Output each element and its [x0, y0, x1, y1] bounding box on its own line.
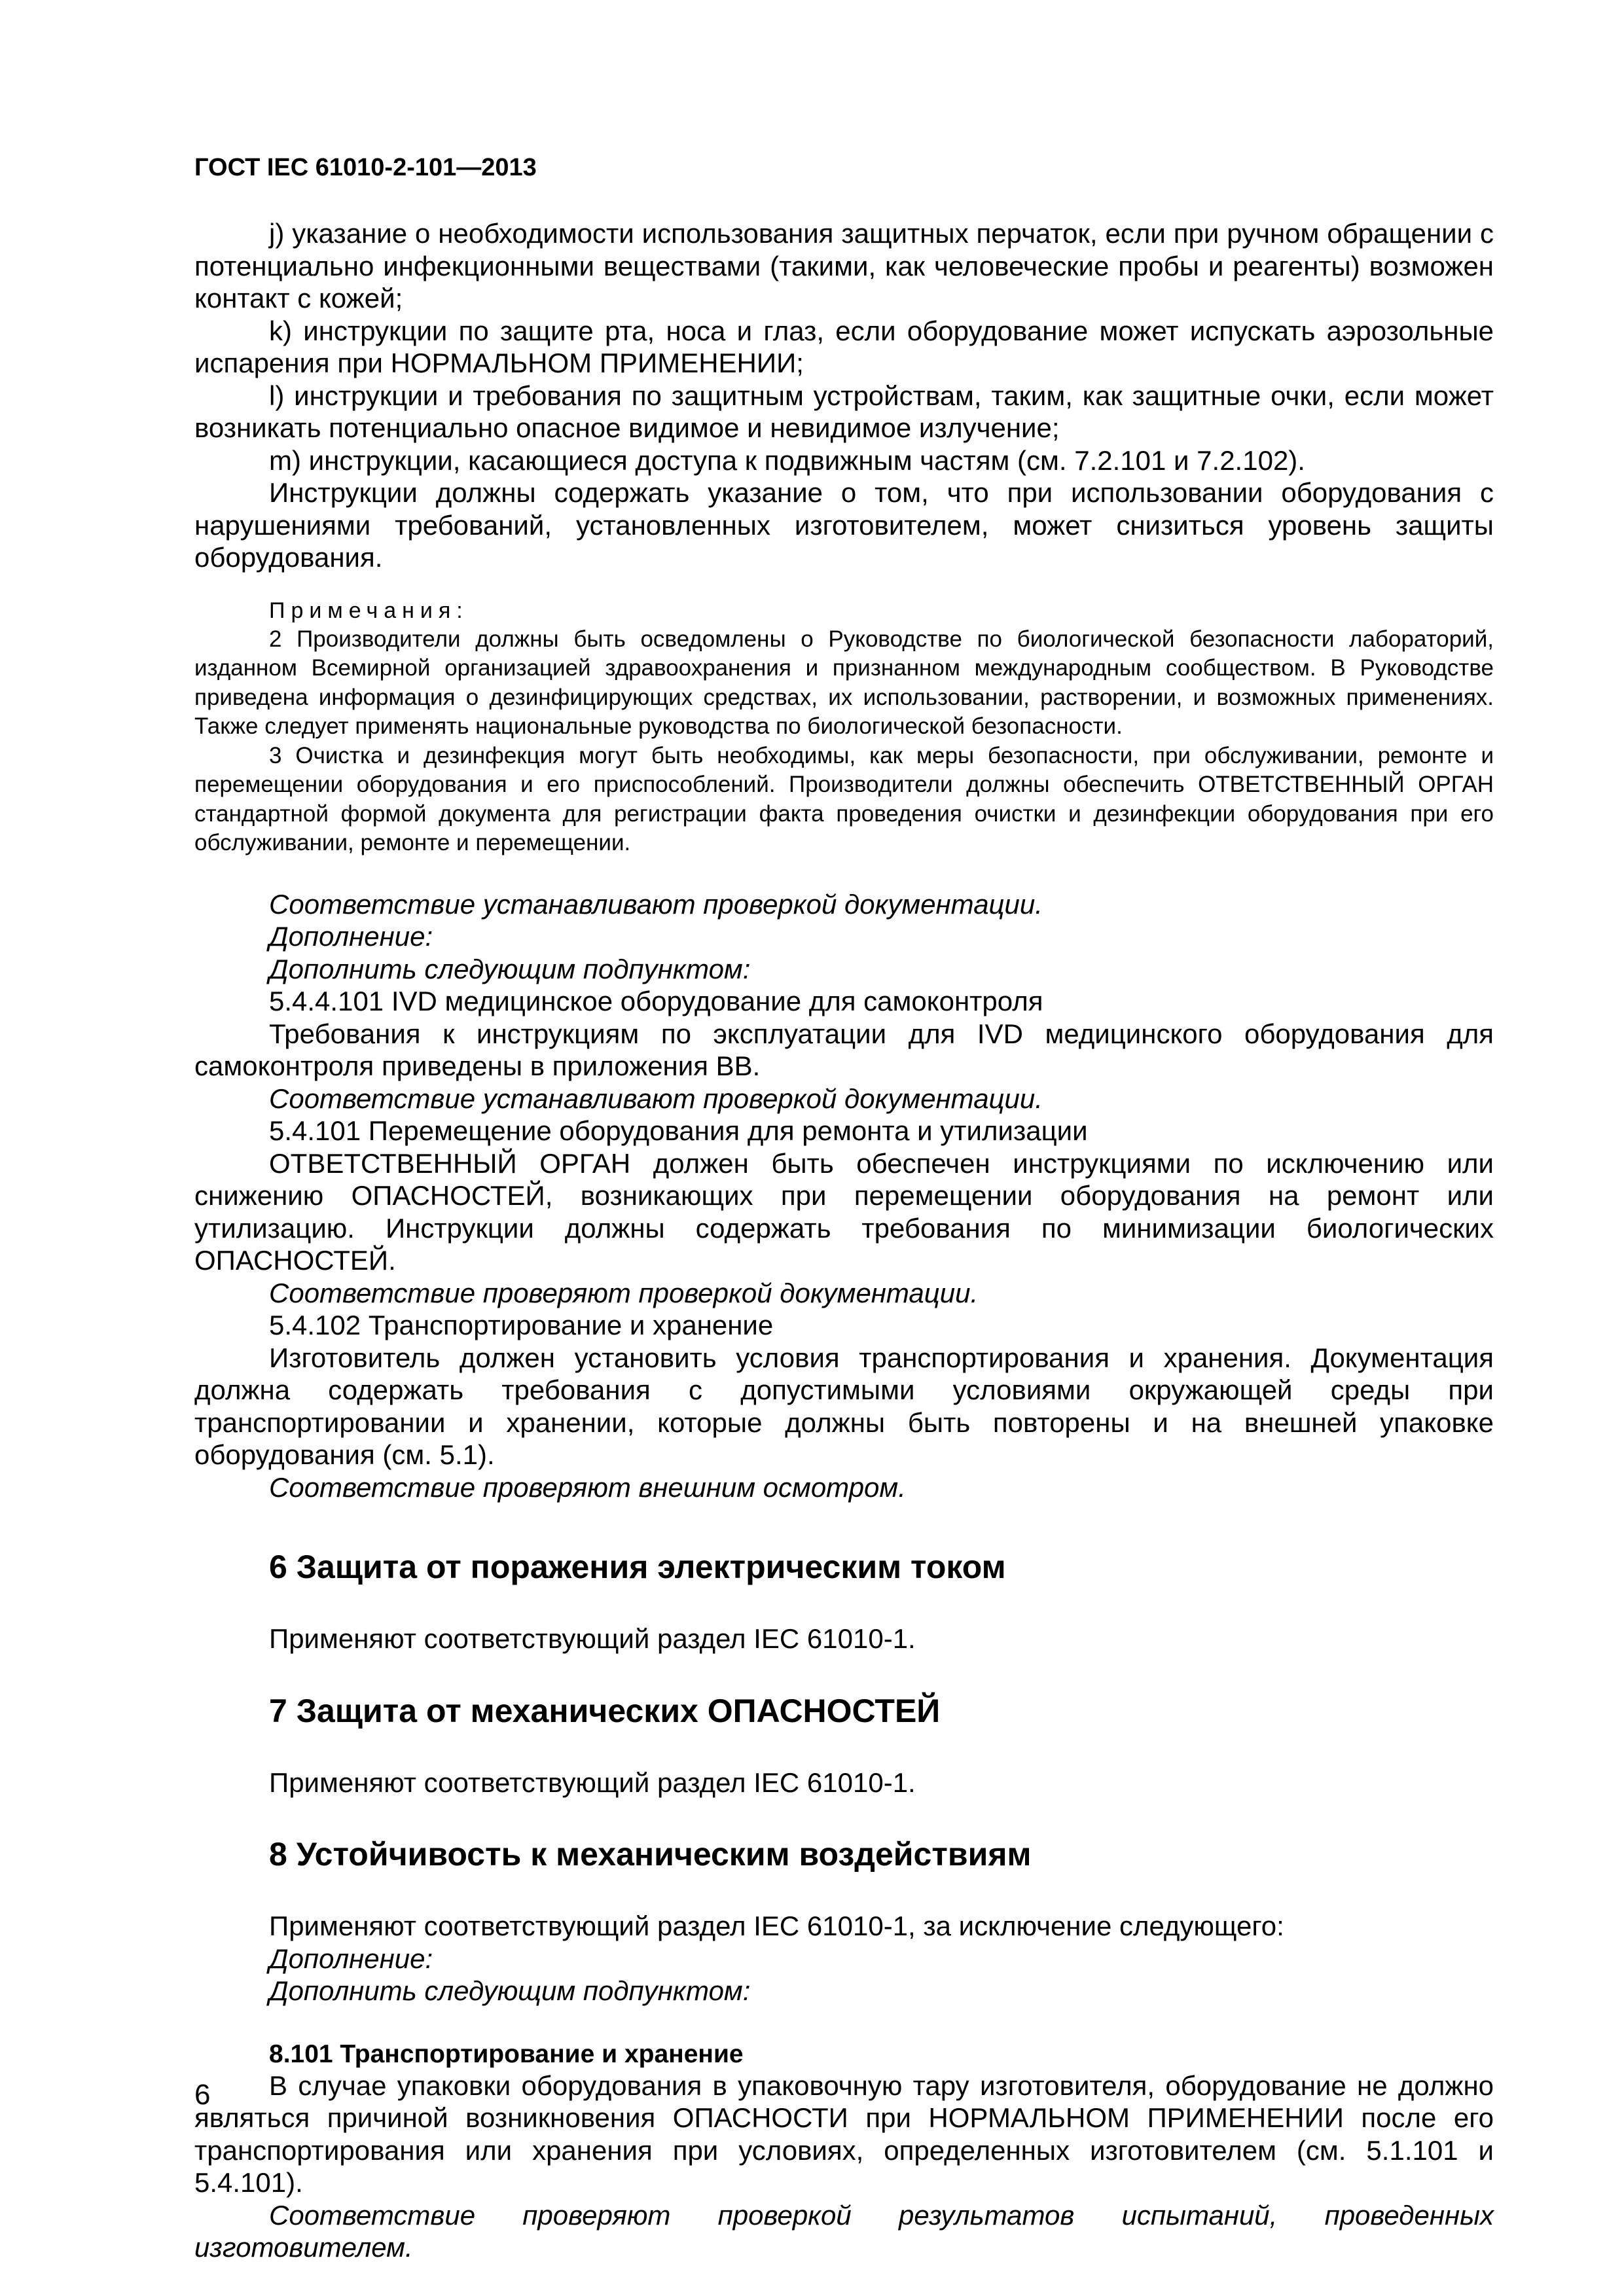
list-item-k: k) инструкции по защите рта, носа и глаз, если оборудование может испускать аэрозольные испарения при НОРМАЛЬНОМ ПРИМЕНЕНИИ;	[194, 315, 1494, 378]
notes-block	[194, 596, 1494, 858]
clause-5-4-101-text: ОТВЕТСТВЕННЫЙ ОРГАН должен быть обеспечен инструкциями по исключению или снижению ОПАСНОСТЕЙ, возникающих при перемещении оборудования на ремонт или утилизацию. Инструкции должны содержать требования по минимизации биологических ОПАСНОСТЕЙ.	[194, 1147, 1494, 1276]
clause-5-4-4-101-title: 5.4.4.101 IVD медицинское оборудование для самоконтроля	[269, 986, 1043, 1016]
section-6-text: Применяют соответствующий раздел IEC 61010-1.	[269, 1623, 916, 1654]
list-item-j: j) указание о необходимости использования защитных перчаток, если при ручном обращении с потенциально инфекционными веществами (такими, как человеческие пробы и реагенты) возможен контакт с кожей;	[194, 218, 1494, 314]
clause-8-101-text: В случае упаковки оборудования в упаковочную тару изготовителя, оборудование не должно являться причиной возникновения ОПАСНОСТИ при НОРМАЛЬНОМ ПРИМЕНЕНИИ после его транспортирования или хранения при условиях, определенных изготовителем (см. 5.1.101 и 5.4.101).	[194, 2070, 1494, 2198]
compliance-statement: Соответствие устанавливают проверкой документации.	[269, 1083, 1043, 1114]
instructions-paragraph: Инструкции должны содержать указание о том, что при использовании оборудования с нарушениями требований, установленных изготовителем, может снизиться уровень защиты оборудования.	[194, 477, 1494, 573]
note-2: 2 Производители должны быть осведомлены о Руководстве по биологической безопасности лабораторий, изданном Всемирной организацией здравоохранения и признанном международным сообществом. В Руководстве приведена информация о дезинфицирующих средствах, их использовании, растворении, и возможных применениях. Также следует применять национальные руководства по биологической безопасности.	[194, 626, 1494, 739]
compliance-statement: Соответствие проверяют внешним осмотром.	[269, 1471, 906, 1503]
compliance-statement: Соответствие устанавливают проверкой документации.	[269, 888, 1043, 920]
clause-5-4-102-text: Изготовитель должен установить условия транспортирования и хранения. Документация должна содержать требования с допустимыми условиями окружающей среды при транспортировании и хранении, которые должны быть повторены и на внешней упаковке оборудования (см. 5.1).	[194, 1342, 1494, 1470]
clause-8-101-heading: 8.101 Транспортирование и хранение	[269, 2039, 744, 2068]
compliance-statement: Соответствие проверяют проверкой документации.	[269, 1277, 979, 1308]
clause-5-4-101-title: 5.4.101 Перемещение оборудования для ремонта и утилизации	[269, 1115, 1088, 1146]
document-header: ГОСТ IEC 61010-2-101—2013	[194, 154, 537, 181]
section-8-heading: 8 Устойчивость к механическим воздействиям	[269, 1836, 1032, 1873]
page-body	[194, 217, 1494, 2264]
section-6-heading: 6 Защита от поражения электрическим током	[269, 1549, 1006, 1585]
note-3: 3 Очистка и дезинфекция могут быть необходимы, как меры безопасности, при обслуживании, ремонте и перемещении оборудования и его приспособлений. Производители должны обеспечить ОТВЕТСТВЕННЫЙ ОРГАН стандартной формой документа для регистрации факта проведения очистки и дезинфекции оборудования при его обслуживании, ремонте и перемещении.	[194, 742, 1494, 855]
section-7-text: Применяют соответствующий раздел IEC 61010-1.	[269, 1767, 916, 1798]
page-number: 6	[194, 2079, 211, 2111]
list-item-l: l) инструкции и требования по защитным устройствам, таким, как защитные очки, если может возникать потенциально опасное видимое и невидимое излучение;	[194, 380, 1494, 443]
compliance-statement: Соответствие проверяют проверкой результатов испытаний, проведенных изготовителем.	[194, 2199, 1494, 2263]
clause-5-4-102-title: 5.4.102 Транспортирование и хранение	[269, 1310, 774, 1340]
list-item-m: m) инструкции, касающиеся доступа к подвижным частям (см. 7.2.101 и 7.2.102).	[269, 444, 1305, 476]
clause-5-4-4-101-text: Требования к инструкциям по эксплуатации для IVD медицинского оборудования для самоконтроля приведены в приложения ВВ.	[194, 1018, 1494, 1081]
notes-heading: Примечания:	[269, 598, 469, 623]
add-subclause-label: Дополнить следующим подпунктом:	[269, 1975, 751, 2006]
addition-label: Дополнение:	[269, 921, 433, 952]
section-8-text: Применяют соответствующий раздел IEC 61010-1, за исключение следующего:	[269, 1910, 1284, 1941]
addition-label: Дополнение:	[269, 1943, 433, 1974]
section-7-heading: 7 Защита от механических ОПАСНОСТЕЙ	[269, 1692, 941, 1729]
add-subclause-label: Дополнить следующим подпунктом:	[269, 953, 751, 984]
